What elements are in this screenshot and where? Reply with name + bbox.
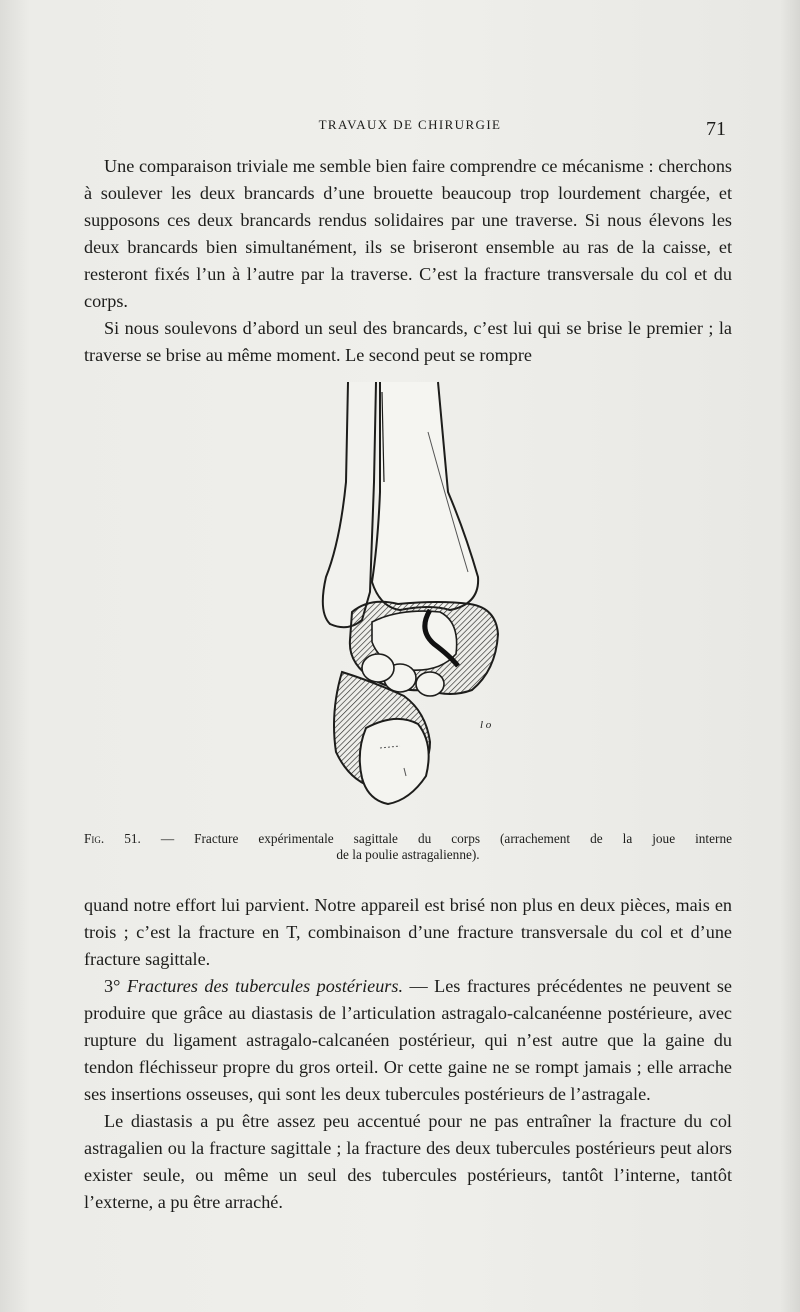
page-number: 71: [706, 118, 726, 140]
figure-label: Fig. 51.: [84, 831, 141, 846]
ankle-fracture-drawing: [300, 372, 530, 812]
paragraph: [84, 973, 732, 1108]
paragraph: Une comparaison triviale me semble bien faire comprendre ce mécanisme : cherchons à soulever les deux brancards d’une brouette beaucoup trop lourdement chargée, et supposons ces deux brancards rendus solidaires par une traverse. Si nous élevons les deux brancards bien simultanément, ils se briseront ensemble au ras de la caisse, et resteront fixés l’un à l’autre par la traverse. C’est la fracture transversale du col et du corps.: [84, 156, 732, 311]
drawing-mark: l o: [480, 719, 492, 731]
paragraph: Si nous soulevons d’abord un seul des brancards, c’est lui qui se brise le premier ; la traverse se brise au même moment. Le second peut se rompre: [84, 318, 732, 365]
running-title: TRAVAUX DE CHIRURGIE: [318, 117, 502, 132]
fibula-bone: [323, 382, 376, 627]
paragraph: Le diastasis a pu être assez peu accentué pour ne pas entraîner la fracture du col astragalien ou la fracture sagittale ; la fracture des deux tubercules postérieurs peut alors exister seule, ou même un seul des tubercules postérieurs, tantôt l’interne, tantôt l’externe, a pu être arraché.: [84, 1111, 732, 1212]
figure-51-illustration: [300, 372, 530, 812]
tibia-bone: [372, 382, 478, 610]
caption-text: — Fracture expérimentale sagittale du corps (arrachement de la joue interne: [160, 831, 732, 846]
caption-text-2: de la poulie astragalienne).: [336, 847, 480, 862]
section-text: — Les fractures précédentes ne peuvent se produire que grâce au diastasis de l’articulation astragalo-calcanéenne postérieure, avec rupture du ligament astragalo-calcanéen postérieur, qui n’est autre que la gaine du tendon fléchisseur propre du gros orteil. Or cette gaine ne se rompt jamais ; elle arrache ses insertions osseuses, qui sont les deux tubercules postérieurs de l’astragale.: [84, 976, 733, 1104]
section-number: 3°: [104, 976, 121, 996]
section-title: Fractures des tubercules postérieurs.: [126, 976, 403, 996]
text-block-top: [84, 153, 732, 369]
paragraph: quand notre effort lui parvient. Notre appareil est brisé non plus en deux pièces, mais en trois ; c’est la fracture en T, combinaison d’une fracture transversale du col et d’une fracture sagittale.: [84, 895, 732, 969]
text-block-bottom: [84, 892, 732, 1216]
figure-caption: [84, 831, 732, 863]
